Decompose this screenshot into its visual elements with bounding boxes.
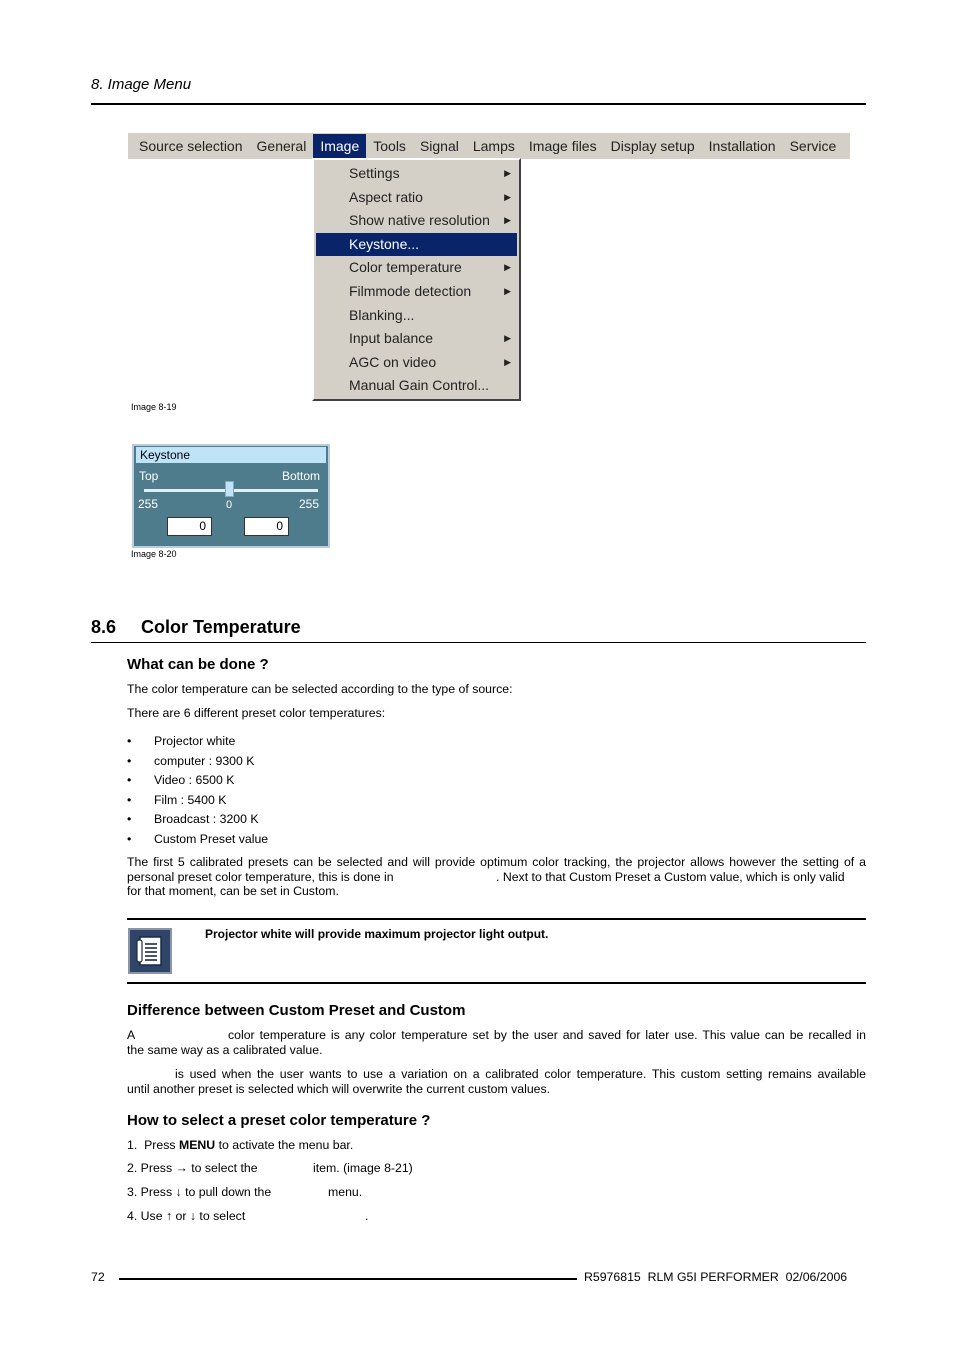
preset-list [127,734,268,851]
step-2: 2. Press → to select the item. (image 8-21) [127,1161,413,1175]
list-item: • Broadcast : 3200 K [127,812,268,832]
paragraph-presets-line3: for that moment, can be set in Custom. [127,884,339,898]
image-caption: Image 8-19 [131,402,177,412]
image-dropdown-menu [312,158,521,401]
bottom-label: Bottom [281,469,320,483]
menu-source-selection[interactable]: Source selection [139,138,243,154]
menu-installation[interactable]: Installation [708,138,776,154]
list-item: • Video : 6500 K [127,773,268,793]
list-item: • Custom Preset value [127,832,268,852]
menu-display-setup[interactable]: Display setup [610,138,695,154]
page-number: 72 [91,1270,105,1284]
dropdown-item-filmmode-detection[interactable]: Filmmode detection ▶ [316,280,517,304]
submenu-arrow-icon: ▶ [504,191,511,202]
section-rule [91,642,866,643]
slider-min-label: 255 [138,497,159,511]
list-item: • computer : 9300 K [127,754,268,774]
step-4: 4. Use ↑ or ↓ to select . [127,1209,369,1223]
slider-max-label: 255 [298,497,319,511]
paragraph-presets-line1: The first 5 calibrated presets can be selected and will provide optimum color tracking, the projector allows however the setting of a [127,855,866,869]
menu-service[interactable]: Service [789,138,837,154]
heading-how-to-select: How to select a preset color temperature ? [127,1112,431,1129]
dropdown-item-aspect-ratio[interactable]: Aspect ratio ▶ [316,186,517,210]
submenu-arrow-icon: ▶ [504,262,511,273]
diff-paragraph-1-line1: A color temperature is any color temperature set by the user and saved for later use. This value can be recalled in [127,1028,866,1042]
footer-rule [119,1278,577,1280]
heading-what-can-be-done: What can be done ? [127,656,269,673]
keystone-slider-thumb[interactable] [225,481,234,497]
top-label: Top [139,469,159,483]
diff-paragraph-1-line2: the same way as a calibrated value. [127,1043,323,1057]
dropdown-item-agc-on-video[interactable]: AGC on video ▶ [316,351,517,375]
section-number: 8.6 [91,617,117,637]
heading-difference: Difference between Custom Preset and Custom [127,1002,466,1019]
dropdown-item-settings[interactable]: Settings ▶ [316,162,517,186]
menu-bar [128,133,850,159]
menu-tools[interactable]: Tools [373,138,406,154]
dialog-title: Keystone [136,447,326,463]
dropdown-item-color-temperature[interactable]: Color temperature ▶ [316,256,517,280]
top-value-field[interactable]: 0 [167,517,212,536]
bottom-value-field[interactable]: 0 [244,517,289,536]
intro-paragraph-1: The color temperature can be selected according to the type of source: [127,682,513,696]
document-reference: R5976815 RLM G5I PERFORMER 02/06/2006 [584,1270,848,1284]
menu-image[interactable]: Image [313,134,366,158]
menu-signal[interactable]: Signal [419,138,459,154]
step-3: 3. Press ↓ to pull down the menu. [127,1185,363,1199]
submenu-arrow-icon: ▶ [504,215,511,226]
dropdown-item-input-balance[interactable]: Input balance ▶ [316,327,517,351]
dropdown-item-blanking[interactable]: Blanking... [349,306,415,323]
note-rule-bottom [127,982,866,984]
note-text: Projector white will provide maximum projector light output. [205,927,549,941]
menu-general[interactable]: General [256,138,307,154]
submenu-arrow-icon: ▶ [504,168,511,178]
dropdown-item-keystone[interactable]: Keystone... [316,233,517,257]
note-icon [128,928,172,974]
menu-lamps[interactable]: Lamps [472,138,515,154]
header-rule [91,103,866,105]
slider-center-label: 0 [226,499,233,511]
step-1: 1. Press MENU to activate the menu bar. [127,1138,354,1152]
paragraph-presets-line2: personal preset color temperature, this is done in . Next to that Custom Preset a Custom value, which is only valid [127,870,845,884]
image-caption: Image 8-20 [131,549,177,559]
menu-key: MENU [178,1138,216,1152]
note-rule-top [127,918,866,920]
intro-paragraph-2: There are 6 different preset color temperatures: [127,706,386,720]
dropdown-item-manual-gain-control[interactable]: Manual Gain Control... [349,377,490,394]
list-item: • Film : 5400 K [127,793,268,813]
dropdown-item-show-native-resolution[interactable]: Show native resolution ▶ [316,209,517,233]
submenu-arrow-icon: ▶ [504,285,511,296]
diff-paragraph-2-line1: is used when the user wants to use a variation on a calibrated color temperature. This custom setting remains available [175,1067,866,1081]
keystone-dialog [132,444,330,548]
section-title-text: Color Temperature [141,617,301,637]
menu-image-files[interactable]: Image files [528,138,597,154]
submenu-arrow-icon: ▶ [504,356,511,367]
chapter-header: 8. Image Menu [91,76,192,93]
submenu-arrow-icon: ▶ [504,333,511,344]
diff-paragraph-2-line2: until another preset is selected which will overwrite the current custom values. [127,1082,551,1096]
list-item: • Projector white [127,734,268,754]
section-title [91,617,301,638]
